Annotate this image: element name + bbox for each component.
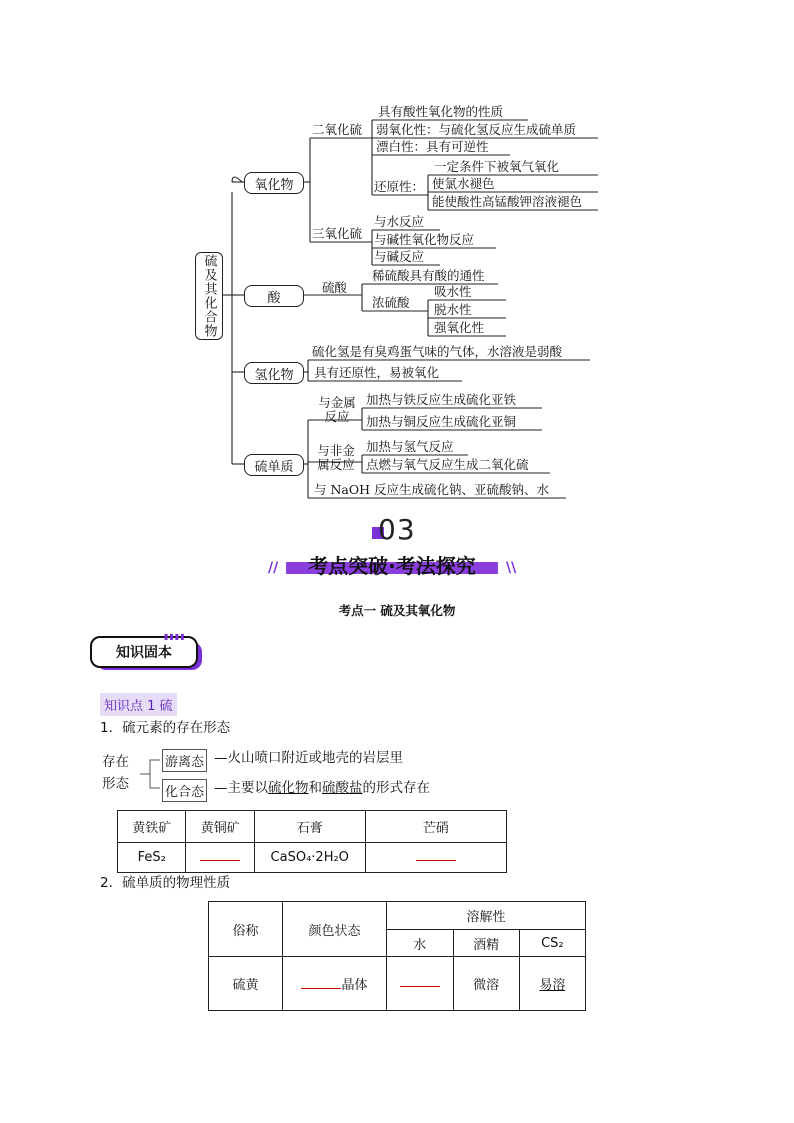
topic-title: 考点一 硫及其氧化物 <box>338 603 456 618</box>
minerals-cell-1: FeS₂ <box>118 843 186 873</box>
tag-dots-icon: ▮▮▮▮ <box>164 632 186 641</box>
conc-sulfuric-label: 浓硫酸 <box>372 295 410 310</box>
conc-item-1: 吸水性 <box>434 284 472 299</box>
sulfuric-label: 硫酸 <box>322 280 348 295</box>
forms-label-1: 存在 <box>102 754 129 770</box>
combined-desc-c: 和 <box>308 780 322 796</box>
mindmap-root: 硫及其化合物 <box>195 252 223 340</box>
minerals-header-4: 芒硝 <box>365 811 507 843</box>
answer-blank[interactable] <box>416 850 456 861</box>
combined-desc-d: 硫酸盐 <box>322 780 363 796</box>
node-sulfur: 硫单质 <box>244 454 304 476</box>
metal-label: 与金属反应 <box>318 395 356 424</box>
node-acid: 酸 <box>244 285 304 307</box>
combined-state-box: 化合态 <box>162 779 207 802</box>
so2-label: 二氧化硫 <box>312 122 363 137</box>
answer-blank[interactable] <box>400 976 440 987</box>
physical-table <box>208 901 586 1011</box>
physical-header-solubility: 溶解性 <box>386 902 585 930</box>
node-hydride: 氢化物 <box>244 362 304 384</box>
conc-item-3: 强氧化性 <box>434 320 485 335</box>
metal-item-1: 加热与铁反应生成硫化亚铁 <box>366 392 517 407</box>
free-state-box: 游离态 <box>162 749 207 772</box>
minerals-header-2: 黄铜矿 <box>186 811 255 843</box>
heading-physical: 2．硫单质的物理性质 <box>100 875 231 891</box>
minerals-cell-3: CaSO₄·2H₂O <box>254 843 365 873</box>
answer-blank[interactable] <box>301 978 341 989</box>
metal-item-2: 加热与铜反应生成硫化亚铜 <box>366 414 517 429</box>
physical-header-alcohol: 酒精 <box>453 930 519 957</box>
knowledge-point-label: 知识点 1 硫 <box>100 693 177 716</box>
combined-desc-b: 硫化物 <box>268 780 309 796</box>
banner-right-slashes-icon: \\ <box>506 560 517 576</box>
node-oxide: 氧化物 <box>244 172 304 194</box>
physical-cell-name: 硫黄 <box>209 957 283 1011</box>
hydride-item-2: 具有还原性，易被氧化 <box>314 365 440 380</box>
so2-item-3: 漂白性：具有可逆性 <box>376 139 489 154</box>
so2-reducing-label: 还原性： <box>374 179 425 194</box>
physical-header-water: 水 <box>386 930 453 957</box>
naoh-item: 与 NaOH 反应生成硫化钠、亚硫酸钠、水 <box>314 482 549 497</box>
conc-item-2: 脱水性 <box>434 302 472 317</box>
tag-label: 知识固本 <box>90 636 198 668</box>
nonmetal-label: 与非金属反应 <box>317 443 355 472</box>
color-suffix: 晶体 <box>341 978 368 993</box>
reducing-item-2: 使氯水褪色 <box>432 176 495 191</box>
reducing-item-1: 一定条件下被氧气氧化 <box>434 159 560 174</box>
physical-header-name: 俗称 <box>209 902 283 957</box>
banner-left-slashes-icon: // <box>268 560 279 576</box>
section-number: 03 <box>378 513 416 546</box>
so2-item-1: 具有酸性氧化物的性质 <box>378 104 504 119</box>
minerals-header-3: 石膏 <box>254 811 365 843</box>
so2-item-2: 弱氧化性：与硫化氢反应生成硫单质 <box>376 122 577 137</box>
so3-item-1: 与水反应 <box>374 214 425 229</box>
physical-cell-water <box>386 957 453 1011</box>
banner-title: 考点突破·考法探究 <box>308 554 476 578</box>
nonmetal-item-1: 加热与氢气反应 <box>366 439 454 454</box>
so3-label: 三氧化硫 <box>312 226 363 241</box>
reducing-item-3: 能使酸性高锰酸钾溶液褪色 <box>432 194 583 209</box>
answer-blank[interactable] <box>200 850 240 861</box>
physical-header-color: 颜色状态 <box>283 902 387 957</box>
combined-desc-a: —主要以 <box>214 780 268 796</box>
physical-cell-cs2: 易溶 <box>519 957 585 1011</box>
heading-existence: 1．硫元素的存在形态 <box>100 720 231 736</box>
so3-item-3: 与碱反应 <box>374 249 425 264</box>
physical-header-cs2: CS₂ <box>519 930 585 957</box>
minerals-cell-4 <box>365 843 507 873</box>
combined-state-desc <box>214 782 430 796</box>
so3-item-2: 与碱性氧化物反应 <box>374 232 475 247</box>
physical-cell-alcohol: 微溶 <box>453 957 519 1011</box>
free-state-desc: —火山喷口附近或地壳的岩层里 <box>214 750 403 766</box>
hydride-item-1: 硫化氢是有臭鸡蛋气味的气体，水溶液是弱酸 <box>312 344 563 359</box>
minerals-header-1: 黄铁矿 <box>118 811 186 843</box>
combined-desc-e: 的形式存在 <box>362 780 430 796</box>
nonmetal-item-2: 点燃与氧气反应生成二氧化硫 <box>366 457 529 472</box>
forms-label-2: 形态 <box>102 776 129 792</box>
dilute-sulfuric: 稀硫酸具有酸的通性 <box>372 268 485 283</box>
physical-cell-color <box>283 957 387 1011</box>
minerals-cell-2 <box>186 843 255 873</box>
minerals-table <box>117 810 507 873</box>
